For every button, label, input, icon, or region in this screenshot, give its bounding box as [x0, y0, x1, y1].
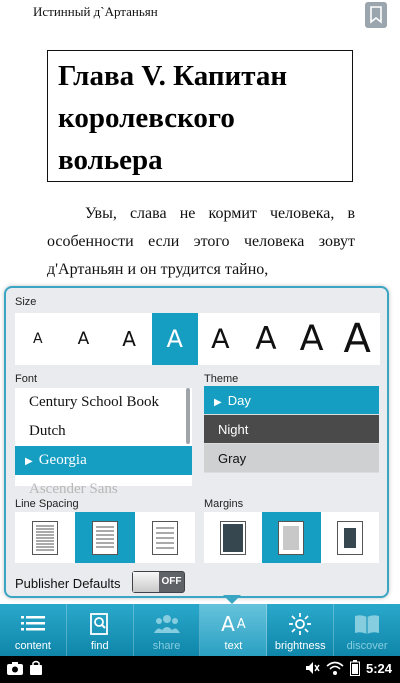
- margins-small-icon: [220, 521, 246, 555]
- font-option[interactable]: Ascender Sans: [29, 481, 118, 497]
- toolbar-content-button[interactable]: [0, 604, 67, 656]
- toggle-state: OFF: [161, 576, 182, 587]
- toolbar-text-button[interactable]: [200, 604, 267, 656]
- theme-option-day[interactable]: [204, 386, 379, 415]
- font-size-option[interactable]: A: [255, 321, 277, 357]
- selected-arrow-icon: ▶: [214, 397, 222, 408]
- line-spacing-narrow-icon: [32, 521, 58, 555]
- margins-large[interactable]: [321, 512, 379, 563]
- toolbar-brightness-button[interactable]: [267, 604, 334, 656]
- reader-toolbar: [0, 604, 400, 656]
- mute-icon: [304, 660, 320, 676]
- theme-option-label: Day: [227, 393, 251, 408]
- sun-icon: [288, 612, 312, 636]
- selected-arrow-icon: ▶: [25, 456, 33, 467]
- line-spacing-section-label: Line Spacing: [15, 498, 79, 510]
- margins-section-label: Margins: [204, 498, 244, 510]
- toolbar-label: text: [224, 640, 243, 652]
- font-size-option[interactable]: A: [343, 316, 371, 362]
- line-spacing-wide-icon: [152, 521, 178, 555]
- margins-small[interactable]: [204, 512, 262, 563]
- bag-icon: [28, 660, 44, 676]
- font-size-option[interactable]: A: [77, 329, 90, 349]
- publisher-defaults-toggle[interactable]: [132, 571, 185, 593]
- line-spacing-medium[interactable]: [75, 512, 135, 563]
- toolbar-label: share: [152, 640, 181, 652]
- size-section-label: Size: [15, 296, 37, 308]
- margins-large-icon: [337, 521, 363, 555]
- font-list-scrollbar[interactable]: [186, 388, 190, 444]
- toolbar-find-button[interactable]: [67, 604, 134, 656]
- text-size-icon: A A: [221, 612, 246, 636]
- toolbar-discover-button[interactable]: [334, 604, 400, 656]
- chapter-heading-box: [47, 50, 353, 182]
- font-size-option[interactable]: A: [299, 319, 324, 359]
- font-section-label: Font: [15, 373, 38, 385]
- publisher-defaults-label: Publisher Defaults: [15, 576, 121, 591]
- toolbar-label: discover: [346, 640, 388, 652]
- people-icon: [154, 613, 180, 635]
- system-status-bar: [0, 656, 400, 683]
- font-size-selector: [15, 313, 380, 365]
- search-icon: [88, 612, 112, 636]
- margins-selector: [204, 512, 379, 563]
- font-list: [15, 388, 192, 497]
- toolbar-label: brightness: [274, 640, 326, 652]
- margins-medium-icon: [278, 521, 304, 555]
- book-title-header: Истинный д`Артаньян: [33, 4, 158, 19]
- panel-pointer: [223, 595, 241, 604]
- theme-section-label: Theme: [204, 373, 239, 385]
- list-icon: [21, 614, 45, 634]
- text-settings-panel: [4, 286, 389, 598]
- theme-option-gray[interactable]: Gray: [204, 444, 379, 473]
- line-spacing-narrow[interactable]: [15, 512, 75, 563]
- battery-icon: [350, 660, 360, 676]
- font-option[interactable]: Century School Book: [29, 394, 159, 410]
- margins-medium[interactable]: [262, 512, 320, 563]
- toolbar-label: content: [14, 640, 51, 652]
- font-size-option[interactable]: A: [122, 327, 136, 351]
- chapter-title: Глава V. Капитан королевского вольера: [58, 60, 288, 176]
- wifi-icon: [326, 660, 344, 676]
- line-spacing-wide[interactable]: [135, 512, 195, 563]
- font-option-selected[interactable]: [15, 446, 192, 475]
- bookmark-icon[interactable]: [365, 2, 387, 28]
- toolbar-share-button[interactable]: [134, 604, 201, 656]
- toolbar-label: find: [90, 640, 109, 652]
- line-spacing-selector: [15, 512, 195, 563]
- font-option[interactable]: Dutch: [29, 423, 66, 439]
- book-paragraph: Увы, слава не кормит человека, в особенности если этого человека зовут д'Артаньян и он трудится тайно,: [47, 205, 355, 278]
- font-size-option[interactable]: A: [211, 323, 230, 355]
- font-size-option-selected[interactable]: A: [152, 313, 198, 365]
- font-option-label: Georgia: [38, 452, 87, 468]
- camera-icon: [6, 660, 24, 676]
- theme-list: [204, 386, 379, 476]
- book-icon: [354, 613, 380, 635]
- font-size-option[interactable]: A: [33, 331, 43, 347]
- clock: 5:24: [365, 660, 392, 676]
- line-spacing-medium-icon: [92, 521, 118, 555]
- toggle-knob: [133, 572, 159, 592]
- theme-option-night[interactable]: Night: [204, 415, 379, 444]
